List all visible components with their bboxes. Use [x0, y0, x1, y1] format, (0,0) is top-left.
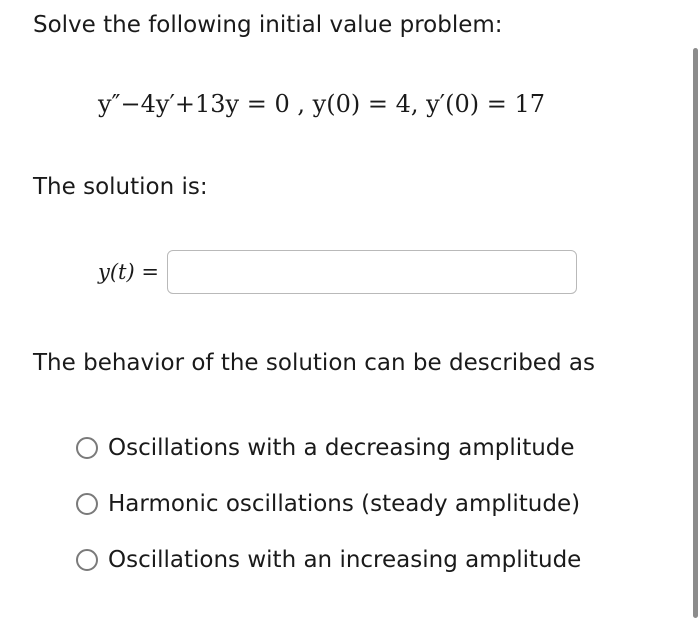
problem-prompt: Solve the following initial value problem:: [33, 12, 503, 38]
solution-label: The solution is:: [33, 174, 208, 200]
answer-label: y(t) =: [98, 260, 159, 284]
behavior-options: [76, 430, 581, 598]
option-increasing-amplitude[interactable]: [76, 542, 581, 578]
radio-button[interactable]: [76, 493, 98, 515]
option-label: Oscillations with a decreasing amplitude: [108, 435, 575, 461]
option-decreasing-amplitude[interactable]: [76, 430, 581, 466]
scrollbar[interactable]: [692, 0, 700, 622]
option-label: Harmonic oscillations (steady amplitude): [108, 491, 581, 517]
behavior-label: The behavior of the solution can be described as: [33, 350, 595, 376]
solution-input[interactable]: [167, 250, 577, 294]
differential-equation: y″−4y′+13y = 0 , y(0) = 4, y′(0) = 17: [98, 90, 545, 118]
scrollbar-thumb[interactable]: [693, 48, 698, 618]
option-label: Oscillations with an increasing amplitude: [108, 547, 582, 573]
radio-button[interactable]: [76, 437, 98, 459]
option-steady-amplitude[interactable]: [76, 486, 581, 522]
answer-row: [98, 248, 577, 296]
radio-button[interactable]: [76, 549, 98, 571]
